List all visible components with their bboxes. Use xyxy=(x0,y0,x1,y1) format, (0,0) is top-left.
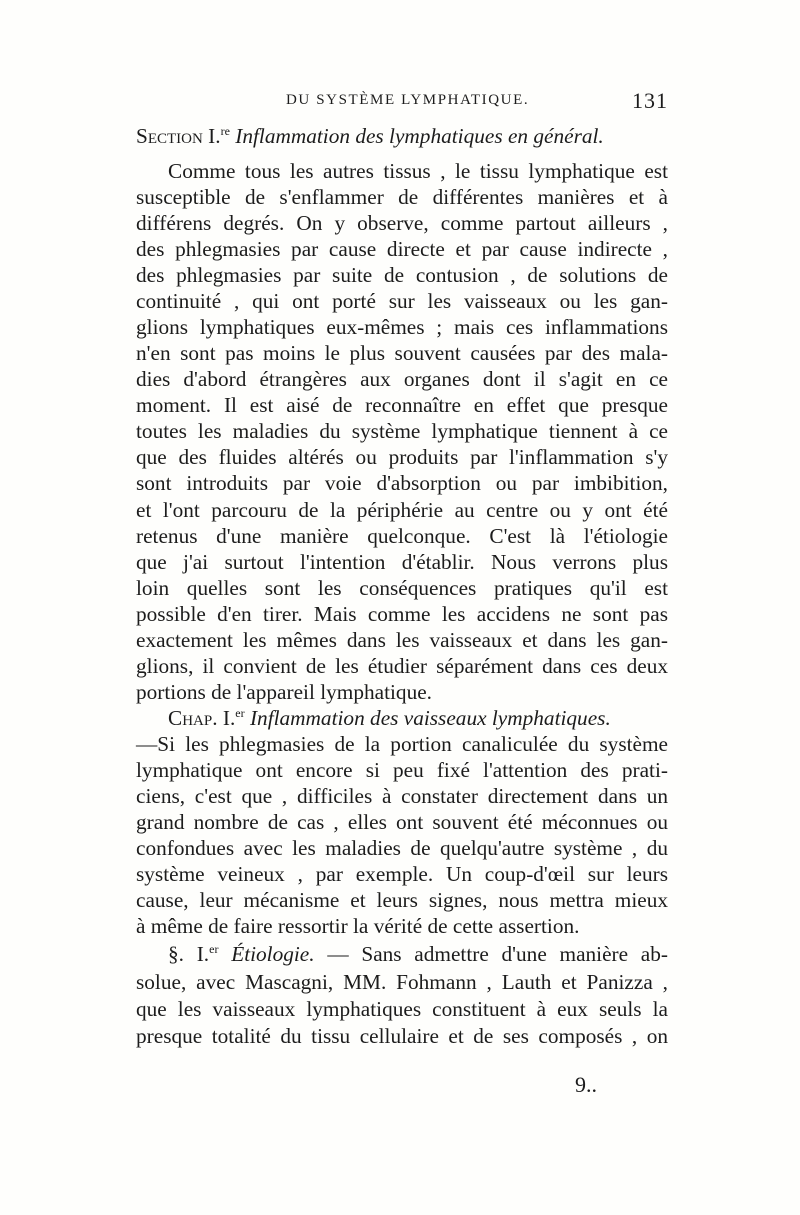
text-line: que les vaisseaux lymphatiques constituent à eux seuls la xyxy=(136,997,668,1021)
section-number-sup: re xyxy=(220,123,230,138)
text-line: cause, leur mécanisme et leurs signes, nous mettra mieux xyxy=(136,888,668,912)
text-line: dies d'abord étrangères aux organes dont il s'agit en ce xyxy=(136,367,668,391)
text-line: presque totalité du tissu cellulaire et de ses composés , on xyxy=(136,1024,668,1048)
text-line: à même de faire ressortir la vérité de cette assertion. xyxy=(136,914,580,938)
text-line: Comme tous les autres tissus , le tissu lymphatique est xyxy=(168,159,668,183)
text-line: système veineux , par exemple. Un coup-d'œil sur leurs xyxy=(136,862,668,886)
chapter-number-sup: er xyxy=(235,705,245,720)
running-title: DU SYSTÈME LYMPHATIQUE. xyxy=(286,92,530,108)
text-line: glions lymphatiques eux-mêmes ; mais ces inflammations xyxy=(136,315,668,339)
text-line: sont introduits par voie d'absorption ou par imbibition, xyxy=(136,471,668,495)
text-line: toutes les maladies du système lymphatique tiennent à ce xyxy=(136,419,668,443)
chapter-label: Chap. xyxy=(168,706,218,730)
chapter-title: Inflammation des vaisseaux lymphatiques. xyxy=(249,706,611,730)
paragraph-heading xyxy=(168,940,668,968)
paragraph-heading-rest: — Sans admettre d'une manière ab- xyxy=(314,942,669,966)
text-line: retenus d'une manière quelconque. C'est là l'étiologie xyxy=(136,524,668,548)
page-number: 131 xyxy=(632,88,668,113)
text-line: loin quelles sont les conséquences pratiques qu'il est xyxy=(136,576,668,600)
section-number: I. xyxy=(208,124,221,148)
chapter-heading xyxy=(168,704,668,732)
section-title: Inflammation des lymphatiques en général. xyxy=(235,124,604,148)
text-line: glions, il convient de les étudier séparément dans ces deux xyxy=(136,654,668,678)
text-line: —Si les phlegmasies de la portion canaliculée du système xyxy=(136,732,668,756)
text-line: des phlegmasies par cause directe et par cause indirecte , xyxy=(136,237,668,261)
text-line: n'en sont pas moins le plus souvent causées par des mala- xyxy=(136,341,668,365)
text-line: continuité , qui ont porté sur les vaisseaux ou les gan- xyxy=(136,289,668,313)
text-line: que des fluides altérés ou produits par l'inflammation s'y xyxy=(136,445,668,469)
text-line: confondues avec les maladies de quelqu'autre système , du xyxy=(136,836,668,860)
text-line: moment. Il est aisé de reconnaître en effet que presque xyxy=(136,393,668,417)
section-label: Section xyxy=(136,124,203,148)
text-line: solue, avec Mascagni, MM. Fohmann , Lauth et Panizza , xyxy=(136,970,668,994)
text-line: ciens, c'est que , difficiles à constater directement dans un xyxy=(136,784,668,808)
running-head xyxy=(136,88,668,116)
text-line: portions de l'appareil lymphatique. xyxy=(136,680,433,704)
signature-mark: 9.. xyxy=(575,1072,597,1097)
text-line: des phlegmasies par suite de contusion , de solutions de xyxy=(136,263,668,287)
text-line: et l'ont parcouru de la périphérie au centre ou y ont été xyxy=(136,498,668,522)
paragraph-number: §. I. xyxy=(168,942,210,966)
text-line: lymphatique ont encore si peu fixé l'attention des prati- xyxy=(136,758,668,782)
text-line: exactement les mêmes dans les vaisseaux et dans les gan- xyxy=(136,628,668,652)
text-line: grand nombre de cas , elles ont souvent été méconnues ou xyxy=(136,810,668,834)
paragraph-heading-title: Étiologie. xyxy=(231,942,315,966)
text-line: possible d'en tirer. Mais comme les accidens ne sont pas xyxy=(136,602,668,626)
text-line: que j'ai surtout l'intention d'établir. Nous verrons plus xyxy=(136,550,668,574)
text-line: susceptible de s'enflammer de différentes manières et à xyxy=(136,185,668,209)
chapter-number: I. xyxy=(222,706,236,730)
section-heading xyxy=(136,122,668,150)
text-line: différens degrés. On y observe, comme partout ailleurs , xyxy=(136,211,668,235)
paragraph-number-sup: er xyxy=(209,941,219,956)
